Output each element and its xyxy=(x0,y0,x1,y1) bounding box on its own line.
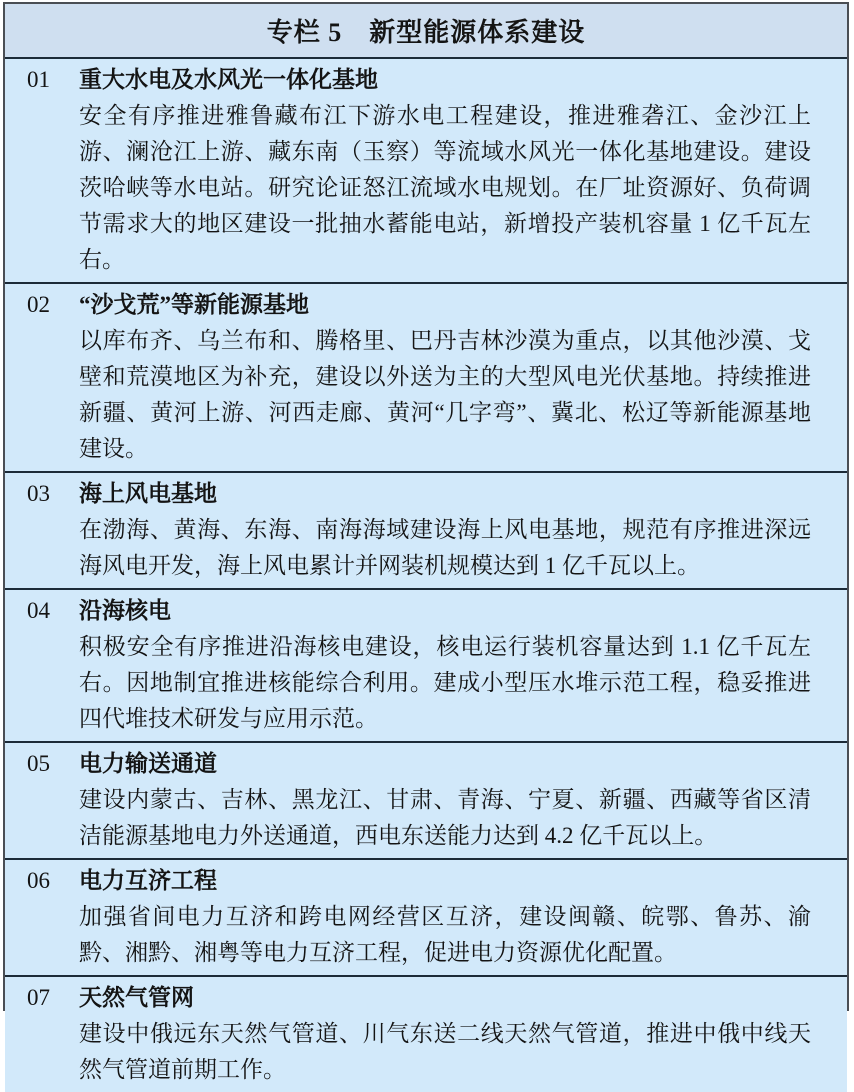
section-title: 沿海核电 xyxy=(79,598,171,623)
section-content xyxy=(79,980,811,1088)
section-number: 05 xyxy=(27,751,50,776)
section-number: 07 xyxy=(27,985,50,1010)
section-body-text: 在渤海、黄海、东海、南海海域建设海上风电基地，规范有序推进深远海风电开发，海上风电累计并网装机规模达到 1 亿千瓦以上。 xyxy=(79,517,811,578)
section-number: 04 xyxy=(27,598,50,623)
section-content xyxy=(79,746,811,854)
section-row xyxy=(5,858,847,975)
section-body-text: 建设中俄远东天然气管道、川气东送二线天然气管道，推进中俄中线天然气管道前期工作。 xyxy=(79,1021,811,1082)
section-number: 06 xyxy=(27,868,50,893)
section-content xyxy=(79,593,811,737)
section-content xyxy=(79,863,811,971)
section-row xyxy=(5,741,847,858)
section-title: “沙戈荒”等新能源基地 xyxy=(79,292,309,317)
section-title: 重大水电及水风光一体化基地 xyxy=(79,67,378,92)
section-number: 03 xyxy=(27,481,50,506)
sections-container xyxy=(5,59,847,1092)
section-body-text: 建设内蒙古、吉林、黑龙江、甘肃、青海、宁夏、新疆、西藏等省区清洁能源基地电力外送通道，西电东送能力达到 4.2 亿千瓦以上。 xyxy=(79,787,811,848)
section-row xyxy=(5,975,847,1092)
section-title: 天然气管网 xyxy=(79,985,194,1010)
section-body-text: 安全有序推进雅鲁藏布江下游水电工程建设，推进雅砻江、金沙江上游、澜沧江上游、藏东南（玉察）等流域水风光一体化基地建设。建设茨哈峡等水电站。研究论证怒江流域水电规划。在厂址资源好、负荷调节需求大的地区建设一批抽水蓄能电站，新增投产装机容量 1 亿千瓦左右。 xyxy=(79,103,812,272)
section-content xyxy=(79,62,811,278)
section-content xyxy=(79,287,811,467)
energy-system-panel xyxy=(3,2,849,1082)
section-title: 电力输送通道 xyxy=(79,751,217,776)
section-number: 02 xyxy=(27,292,50,317)
section-row xyxy=(5,282,847,471)
panel-title: 专栏 5 新型能源体系建设 xyxy=(5,4,847,59)
section-body-text: 以库布齐、乌兰布和、腾格里、巴丹吉林沙漠为重点，以其他沙漠、戈壁和荒漠地区为补充，建设以外送为主的大型风电光伏基地。持续推进新疆、黄河上游、河西走廊、黄河“几字弯”、冀北、松辽等新能源基地建设。 xyxy=(79,328,811,461)
section-title: 电力互济工程 xyxy=(79,868,217,893)
section-row xyxy=(5,471,847,588)
section-body-text: 积极安全有序推进沿海核电建设，核电运行装机容量达到 1.1 亿千瓦左右。因地制宜推进核能综合利用。建成小型压水堆示范工程，稳妥推进四代堆技术研发与应用示范。 xyxy=(79,634,811,731)
section-title: 海上风电基地 xyxy=(79,481,217,506)
section-row xyxy=(5,59,847,282)
section-row xyxy=(5,588,847,741)
section-number: 01 xyxy=(27,67,50,92)
section-body-text: 加强省间电力互济和跨电网经营区互济，建设闽赣、皖鄂、鲁苏、渝黔、湘黔、湘粤等电力互济工程，促进电力资源优化配置。 xyxy=(79,904,811,965)
section-content xyxy=(79,476,811,584)
